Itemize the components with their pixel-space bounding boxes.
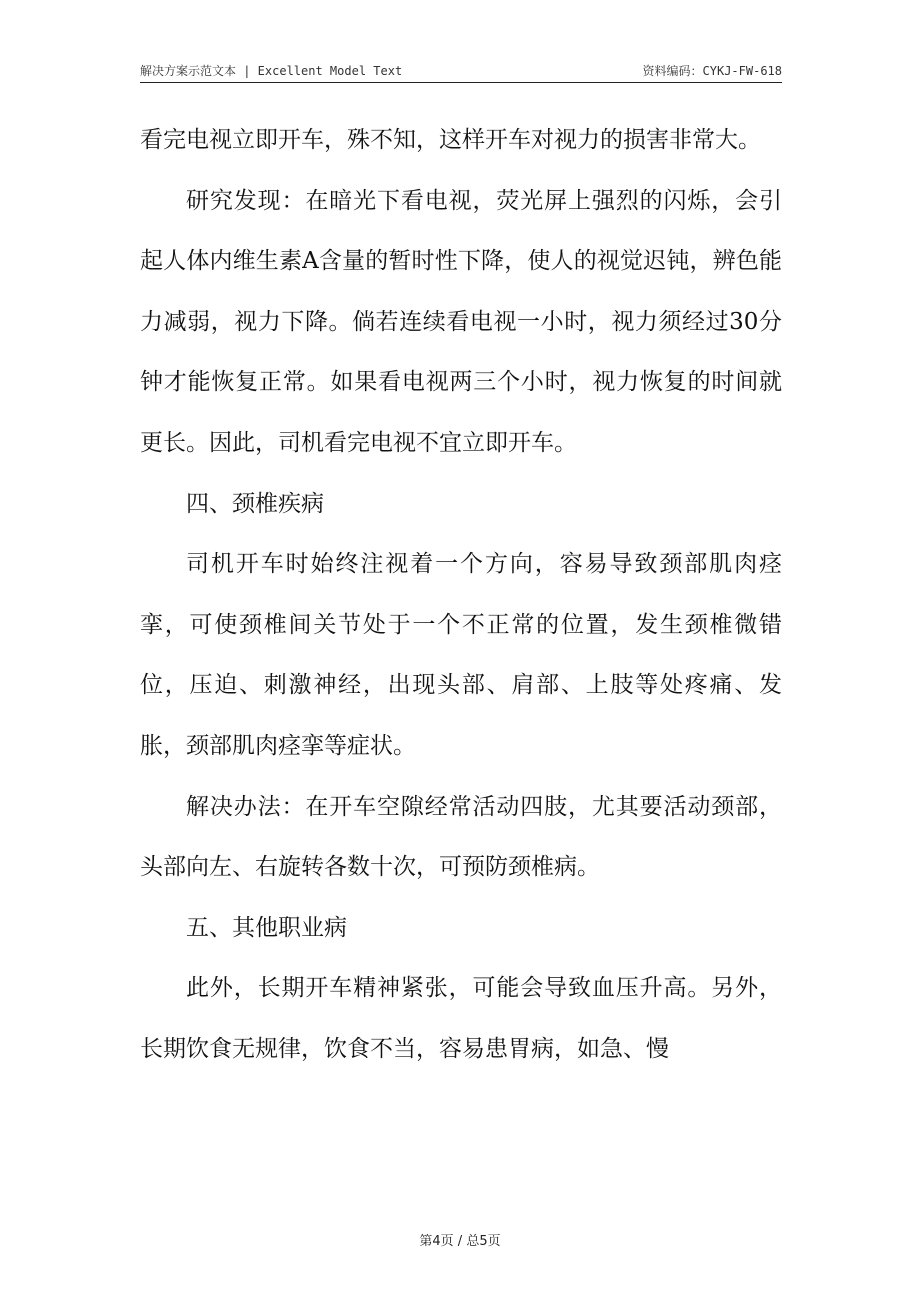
page-footer <box>0 1230 920 1249</box>
footer-prefix: 第 <box>419 1234 433 1249</box>
footer-total-pages: 5 <box>479 1234 488 1249</box>
header-divider <box>140 82 782 83</box>
footer-middle: 页 / 总 <box>440 1234 480 1249</box>
header-left-text: 解决方案示范文本 | Excellent Model Text <box>140 64 403 78</box>
paragraph-research: 研究发现：在暗光下看电视，荧光屏上强烈的闪烁，会引起人体内维生素A含量的暂时性下降，使人的视觉迟钝，辨色能力减弱，视力下降。倘若连续看电视一小时，视力须经过30分钟才能恢复正常。如果看电视两三个小时，视力恢复的时间就更长。因此，司机看完电视不宜立即开车。 <box>140 187 782 456</box>
section-heading-other: 五、其他职业病 <box>186 914 347 941</box>
header-right-code: 资料编码：CYKJ-FW-618 <box>642 64 782 78</box>
section-heading-cervical: 四、颈椎疾病 <box>186 490 324 517</box>
paragraph-other-diseases: 此外，长期开车精神紧张，可能会导致血压升高。另外，长期饮食无规律，饮食不当，容易患胃病，如急、慢 <box>140 975 782 1062</box>
paragraph-continuation: 看完电视立即开车，殊不知，这样开车对视力的损害非常大。 <box>140 127 761 153</box>
document-body <box>140 110 782 1080</box>
page-header <box>140 62 782 80</box>
footer-suffix: 页 <box>487 1234 501 1249</box>
paragraph-solution: 解决办法：在开车空隙经常活动四肢，尤其要活动颈部，头部向左、右旋转各数十次，可预防颈椎病。 <box>140 793 782 881</box>
footer-current-page: 4 <box>432 1234 441 1249</box>
paragraph-cervical-cause: 司机开车时始终注视着一个方向，容易导致颈部肌肉痉挛，可使颈椎间关节处于一个不正常的位置，发生颈椎微错位，压迫、刺激神经，出现头部、肩部、上肢等处疼痛、发胀，颈部肌肉痉挛等症状。 <box>140 551 782 759</box>
